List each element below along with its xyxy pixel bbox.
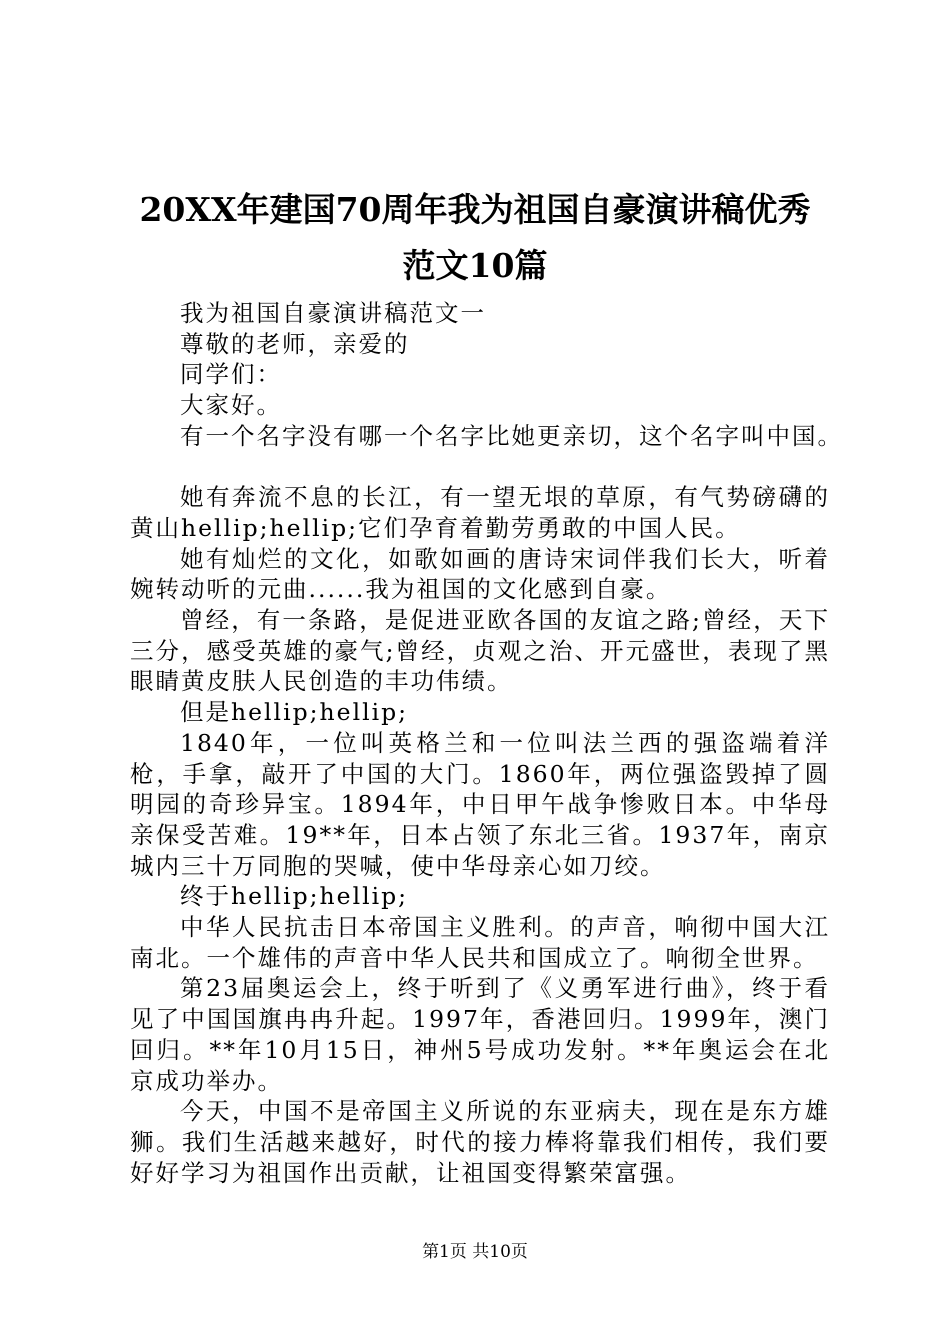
paragraph: 她有奔流不息的长江，有一望无垠的草原，有气势磅礴的黄山hellip;hellip;它们孕育着勤劳勇敢的中国人民。 <box>130 483 830 542</box>
page-footer: 第1页 共10页 <box>422 1242 528 1262</box>
paragraph: 同学们： <box>180 360 282 389</box>
paragraph: 第23届奥运会上，终于听到了《义勇军进行曲》，终于看见了中国国旗冉冉升起。1997年，香港回归。1999年，澳门回归。**年10月15日，神州5号成功发射。**年奥运会在北京成功举办。 <box>130 974 830 1095</box>
document-title-line-2: 范文10篇 <box>402 246 548 285</box>
paragraph: 曾经，有一条路，是促进亚欧各国的友谊之路;曾经，天下三分，感受英雄的豪气;曾经，贞观之治、开元盛世，表现了黑眼睛黄皮肤人民创造的丰功伟绩。 <box>130 606 830 696</box>
paragraph: 终于hellip;hellip; <box>180 882 409 911</box>
paragraph: 但是hellip;hellip; <box>180 698 409 727</box>
document-body <box>130 298 843 1188</box>
paragraph: 今天，中国不是帝国主义所说的东亚病夫，现在是东方雄狮。我们生活越来越好，时代的接力棒将靠我们相传，我们要好好学习为祖国作出贡献，让祖国变得繁荣富强。 <box>130 1097 830 1187</box>
paragraph: 1840年，一位叫英格兰和一位叫法兰西的强盗端着洋枪，手拿，敲开了中国的大门。1860年，两位强盗毁掉了圆明园的奇珍异宝。1894年，中日甲午战争惨败日本。中华母亲保受苦难。19**年，日本占领了东北三省。1937年，南京城内三十万同胞的哭喊，使中华母亲心如刀绞。 <box>130 728 830 880</box>
blank-line <box>130 452 830 483</box>
paragraph: 她有灿烂的文化，如歌如画的唐诗宋词伴我们长大，听着婉转动听的元曲......我为祖国的文化感到自豪。 <box>130 544 830 604</box>
document-title-line-1: 20XX年建国70周年我为祖国自豪演讲稿优秀 <box>139 190 811 229</box>
paragraph: 中华人民抗击日本帝国主义胜利。的声音，响彻中国大江南北。一个雄伟的声音中华人民共和国成立了。响彻全世界。 <box>130 913 830 972</box>
paragraph: 我为祖国自豪演讲稿范文一 <box>180 299 486 327</box>
paragraph: 有一个名字没有哪一个名字比她更亲切，这个名字叫中国。 <box>180 421 843 450</box>
paragraph: 尊敬的老师，亲爱的 <box>180 329 410 358</box>
paragraph: 大家好。 <box>180 391 282 420</box>
